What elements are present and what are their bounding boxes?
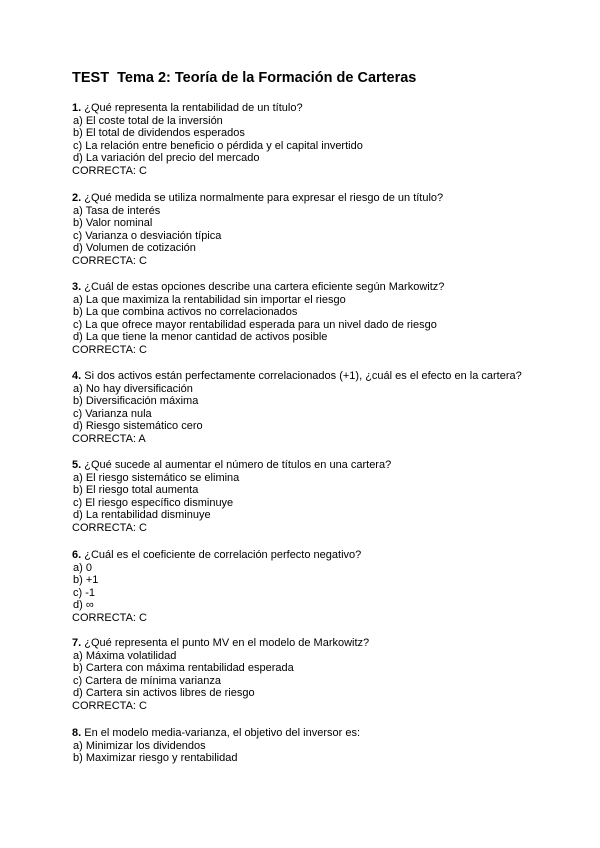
option-a: a) Minimizar los dividendos xyxy=(73,739,206,752)
option-d: d) Volumen de cotización xyxy=(73,242,196,255)
option-b: b) Maximizar riesgo y rentabilidad xyxy=(73,752,238,765)
option-d: d) Riesgo sistemático cero xyxy=(73,420,203,433)
question-number: 3. xyxy=(72,281,82,293)
option-c: c) -1 xyxy=(73,586,95,599)
question-line xyxy=(72,370,592,383)
option-a: a) La que maximiza la rentabilidad sin importar el riesgo xyxy=(73,293,346,306)
question-text: Si dos activos están perfectamente correlacionados (+1), ¿cuál es el efecto en la cartera? xyxy=(84,370,522,382)
option-d: d) ∞ xyxy=(73,599,94,612)
option-b: b) Diversificación máxima xyxy=(73,395,199,408)
option-b: b) Valor nominal xyxy=(73,217,153,230)
question-line xyxy=(72,459,592,472)
question-text: ¿Qué representa el punto MV en el modelo de Markowitz? xyxy=(84,637,370,649)
correct-answer: CORRECTA: C xyxy=(72,699,147,712)
question-text: ¿Cuál de estas opciones describe una cartera eficiente según Markowitz? xyxy=(84,281,445,293)
option-a: a) Tasa de interés xyxy=(73,204,161,217)
correct-answer: CORRECTA: C xyxy=(72,343,147,356)
question-5 xyxy=(72,459,592,535)
question-line xyxy=(72,192,592,205)
option-a: a) 0 xyxy=(73,561,92,574)
option-c: c) El riesgo específico disminuye xyxy=(73,496,234,509)
option-c: c) La que ofrece mayor rentabilidad esperada para un nivel dado de riesgo xyxy=(73,318,437,331)
question-8 xyxy=(72,727,592,765)
option-a: a) Máxima volatilidad xyxy=(73,649,177,662)
correct-answer: CORRECTA: C xyxy=(72,164,147,177)
question-6 xyxy=(72,549,592,625)
question-text: ¿Cuál es el coeficiente de correlación perfecto negativo? xyxy=(84,549,362,561)
question-text: En el modelo media-varianza, el objetivo del inversor es: xyxy=(84,727,361,739)
correct-answer: CORRECTA: C xyxy=(72,521,147,534)
option-d: d) La rentabilidad disminuye xyxy=(73,509,211,522)
question-line xyxy=(72,727,592,740)
question-number: 6. xyxy=(72,549,82,561)
question-2 xyxy=(72,192,592,268)
option-c: c) Cartera de mínima varianza xyxy=(73,674,221,687)
question-3 xyxy=(72,281,592,357)
option-b: b) El total de dividendos esperados xyxy=(73,127,245,140)
question-number: 1. xyxy=(72,102,82,114)
question-4 xyxy=(72,370,592,446)
question-number: 8. xyxy=(72,727,82,739)
option-c: c) Varianza o desviación típica xyxy=(73,229,222,242)
question-7 xyxy=(72,637,592,713)
document-title: TEST Tema 2: Teoría de la Formación de Carteras xyxy=(72,70,417,86)
question-line xyxy=(72,102,592,115)
question-number: 7. xyxy=(72,637,82,649)
question-number: 4. xyxy=(72,370,82,382)
correct-answer: CORRECTA: C xyxy=(72,254,147,267)
option-a: a) El coste total de la inversión xyxy=(73,114,223,127)
question-text: ¿Qué representa la rentabilidad de un título? xyxy=(84,102,303,114)
option-d: d) La que tiene la menor cantidad de activos posible xyxy=(73,331,328,344)
option-a: a) No hay diversificación xyxy=(73,382,193,395)
option-b: b) El riesgo total aumenta xyxy=(73,484,199,497)
question-line xyxy=(72,281,592,294)
question-text: ¿Qué medida se utiliza normalmente para expresar el riesgo de un título? xyxy=(84,192,444,204)
option-c: c) La relación entre beneficio o pérdida y el capital invertido xyxy=(73,139,363,152)
option-a: a) El riesgo sistemático se elimina xyxy=(73,471,240,484)
question-line xyxy=(72,549,592,562)
question-number: 2. xyxy=(72,192,82,204)
option-d: d) La variación del precio del mercado xyxy=(73,152,260,165)
option-c: c) Varianza nula xyxy=(73,407,152,420)
correct-answer: CORRECTA: C xyxy=(72,611,147,624)
option-d: d) Cartera sin activos libres de riesgo xyxy=(73,687,255,700)
option-b: b) La que combina activos no correlacionados xyxy=(73,306,298,319)
correct-answer: CORRECTA: A xyxy=(72,432,146,445)
question-number: 5. xyxy=(72,459,82,471)
question-1 xyxy=(72,102,592,178)
option-b: b) +1 xyxy=(73,574,99,587)
question-line xyxy=(72,637,592,650)
question-text: ¿Qué sucede al aumentar el número de títulos en una cartera? xyxy=(84,459,392,471)
option-b: b) Cartera con máxima rentabilidad esperada xyxy=(73,662,294,675)
